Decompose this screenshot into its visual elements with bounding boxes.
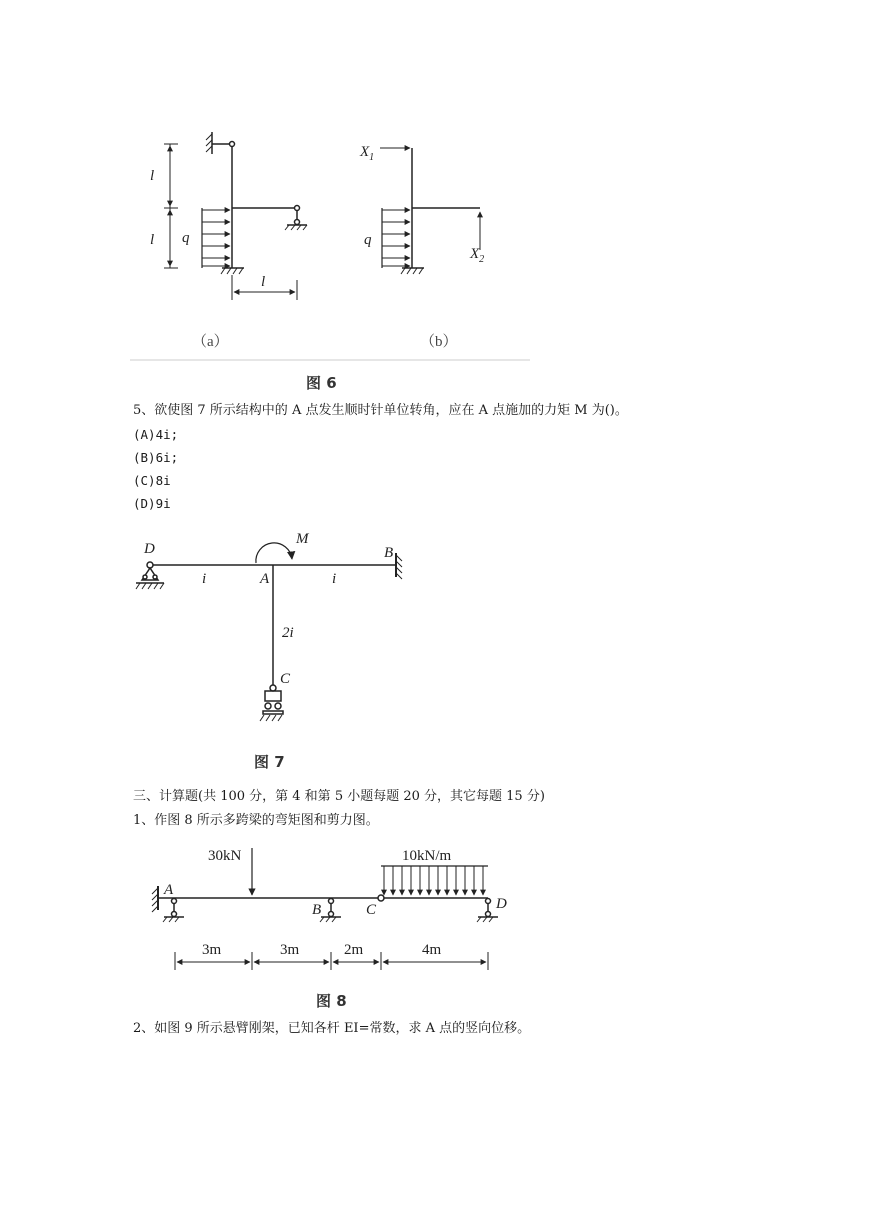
fig6-caption: 图 6 [306, 374, 337, 392]
fig8-dim-4: 4m [422, 942, 442, 958]
fig7-label-c: C [280, 671, 291, 687]
fig6-label-q-b: q [364, 232, 372, 248]
figure-8 [140, 840, 520, 1015]
fig6-label-l-mid: l [150, 232, 155, 248]
fig8-caption: 图 8 [316, 992, 347, 1010]
figure-7 [130, 525, 430, 775]
figure-6a-structure [164, 132, 307, 300]
q5-option-c: (C)8i [133, 473, 171, 488]
fig7-label-m: M [296, 531, 309, 547]
fig6-label-b: （b） [420, 334, 458, 350]
q5-question: 5、欲使图 7 所示结构中的 A 点发生顺时针单位转角，应在 A 点施加的力矩 M 为()。 [133, 403, 628, 418]
q5-option-a: (A)4i; [133, 427, 179, 442]
fig7-label-i-right: i [332, 571, 337, 587]
fig8-dim-1: 3m [202, 942, 222, 958]
figure-6b-structure [380, 148, 480, 274]
fig6-label-q-a: q [182, 230, 190, 246]
fig8-label-c: C [366, 902, 377, 918]
fig7-label-2i: 2i [282, 625, 294, 641]
fig7-label-b: B [384, 545, 394, 561]
fig8-label-a: A [164, 882, 174, 898]
fig6-label-x1: $X_1$ [360, 144, 375, 163]
section3-heading: 三、计算题(共 100 分，第 4 和第 5 小题每题 20 分，其它每题 15 分) [133, 789, 545, 804]
fig8-dim-3: 2m [344, 942, 364, 958]
fig8-label-b: B [312, 902, 322, 918]
fig8-label-point-load: 30kN [208, 848, 242, 864]
fig7-label-a: A [260, 571, 270, 587]
fig6-label-a: （a） [192, 334, 229, 350]
fig6-label-l-top: l [150, 168, 155, 184]
fig8-dim-2: 3m [280, 942, 300, 958]
fig7-label-d: D [144, 541, 155, 557]
fig6-label-x2: $X_2$ [470, 246, 485, 265]
fig8-label-distributed-load: 10kN/m [402, 848, 452, 864]
q5-option-d: (D)9i [133, 496, 171, 511]
fig7-caption: 图 7 [254, 753, 285, 771]
figure-6 [130, 120, 530, 395]
fig7-label-i-left: i [202, 571, 207, 587]
section3-q1: 1、作图 8 所示多跨梁的弯矩图和剪力图。 [133, 813, 379, 828]
fig8-label-d: D [496, 896, 507, 912]
fig6-label-l-bottom: l [261, 274, 266, 290]
q5-option-b: (B)6i; [133, 450, 179, 465]
section3-q2: 2、如图 9 所示悬臂刚架，已知各杆 EI=常数，求 A 点的竖向位移。 [133, 1021, 531, 1036]
